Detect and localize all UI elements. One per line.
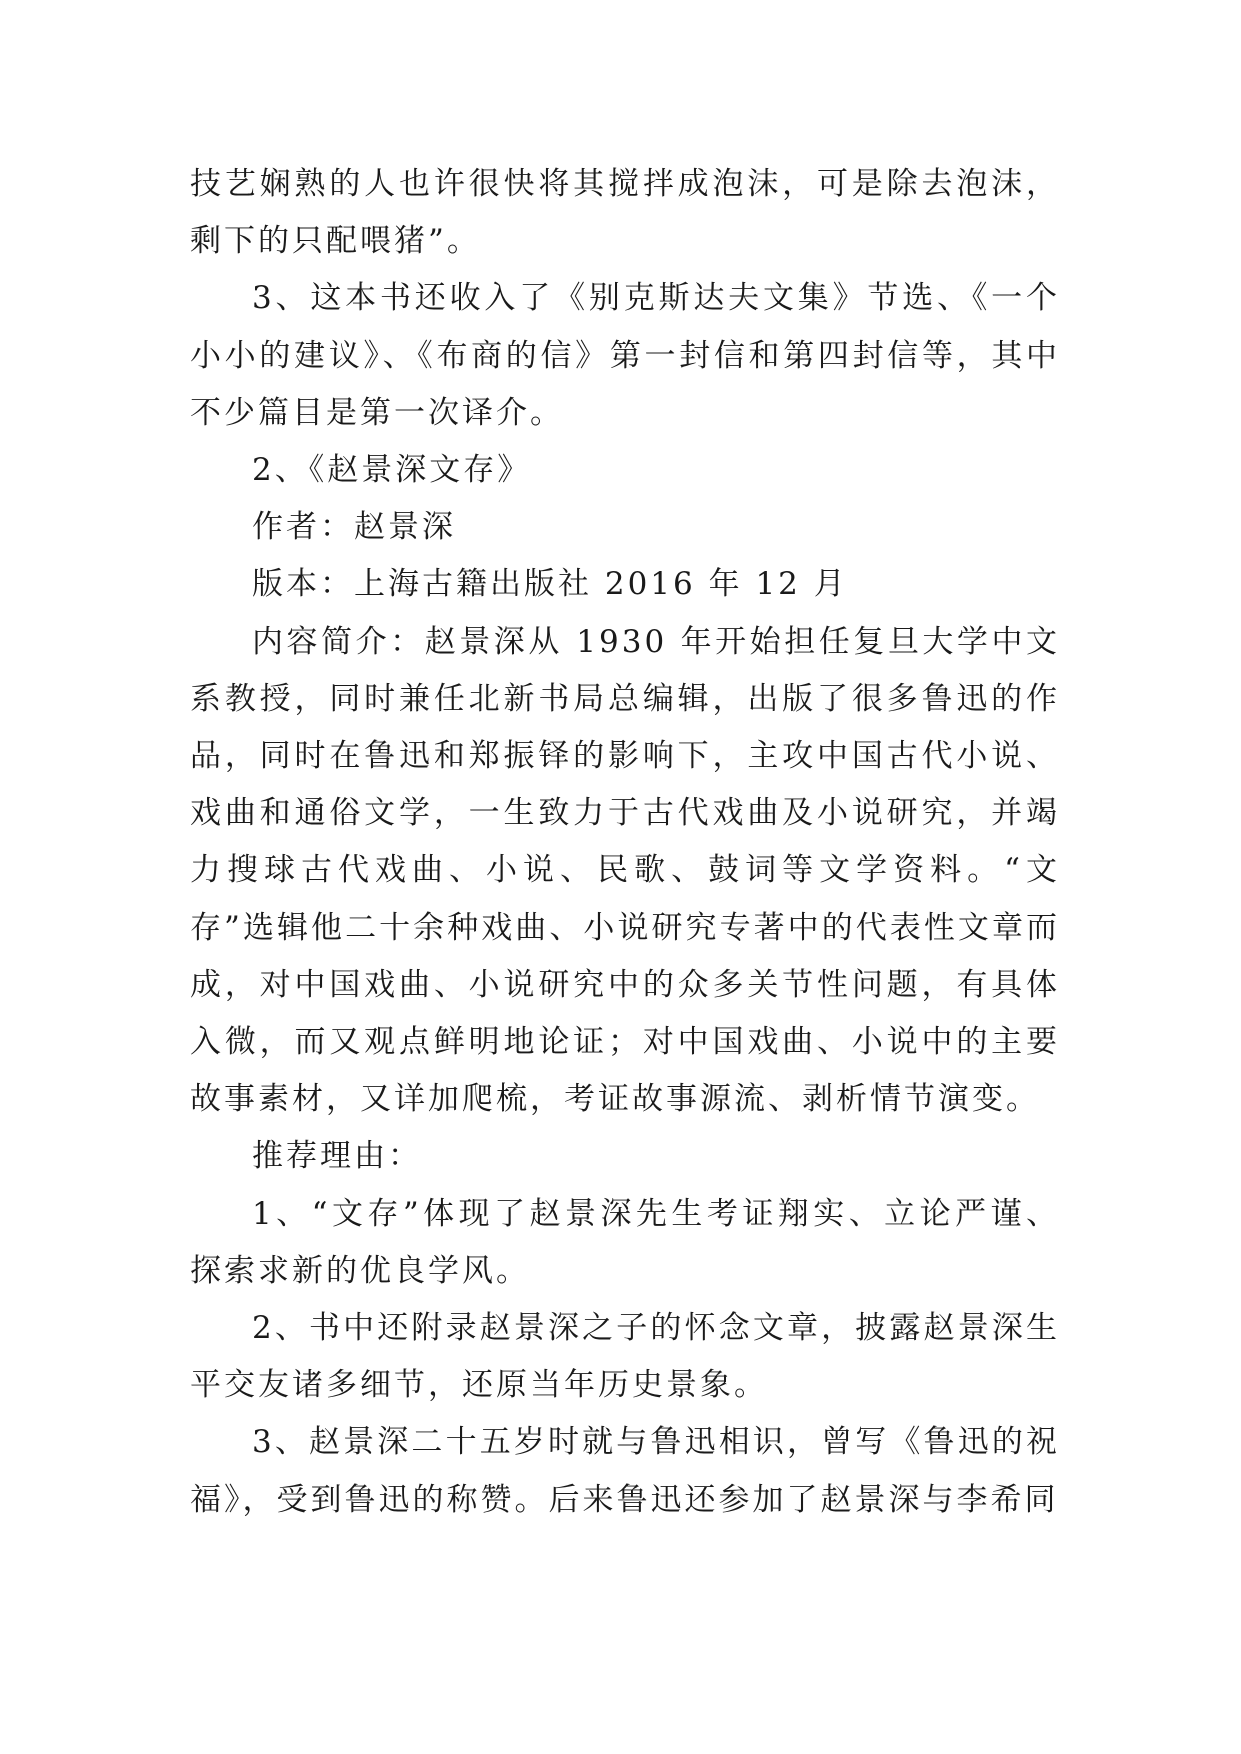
recommend-reason-3: 3、赵景深二十五岁时就与鲁迅相识，曾写《鲁迅的祝福》，受到鲁迅的称赞。后来鲁迅还参加了赵景深与李希同 [190,1424,1060,1518]
paragraph-continuation: 技艺娴熟的人也许很快将其搅拌成泡沫，可是除去泡沫，剩下的只配喂猪”。 [190,166,1060,260]
document-body [190,156,1060,1529]
recommend-heading: 推荐理由： [252,1138,422,1175]
recommend-reason-1: 1、“文存”体现了赵景深先生考证翔实、立论严谨、探索求新的优良学风。 [190,1195,1060,1289]
recommend-reason-2: 2、书中还附录赵景深之子的怀念文章，披露赵景深生平交友诸多细节，还原当年历史景象。 [190,1310,1060,1404]
book-title-heading: 2、《赵景深文存》 [252,452,532,489]
book-edition: 版本：上海古籍出版社 2016 年 12 月 [252,566,848,603]
book-author: 作者：赵景深 [252,509,456,546]
book-summary: 内容简介：赵景深从 1930 年开始担任复旦大学中文系教授，同时兼任北新书局总编辑，出版了很多鲁迅的作品，同时在鲁迅和郑振铎的影响下，主攻中国古代小说、戏曲和通俗文学，一生致力于古代戏曲及小说研究，并竭力搜球古代戏曲、小说、民歌、鼓词等文学资料。“文存”选辑他二十余种戏曲、小说研究专著中的代表性文章而成，对中国戏曲、小说研究中的众多关节性问题，有具体入微，而又观点鲜明地论证；对中国戏曲、小说中的主要故事素材，又详加爬梳，考证故事源流、剥析情节演变。 [190,623,1060,1118]
paragraph-reason-3: 3、这本书还收入了《别克斯达夫文集》节选、《一个小小的建议》、《布商的信》第一封信和第四封信等，其中不少篇目是第一次译介。 [190,280,1060,431]
